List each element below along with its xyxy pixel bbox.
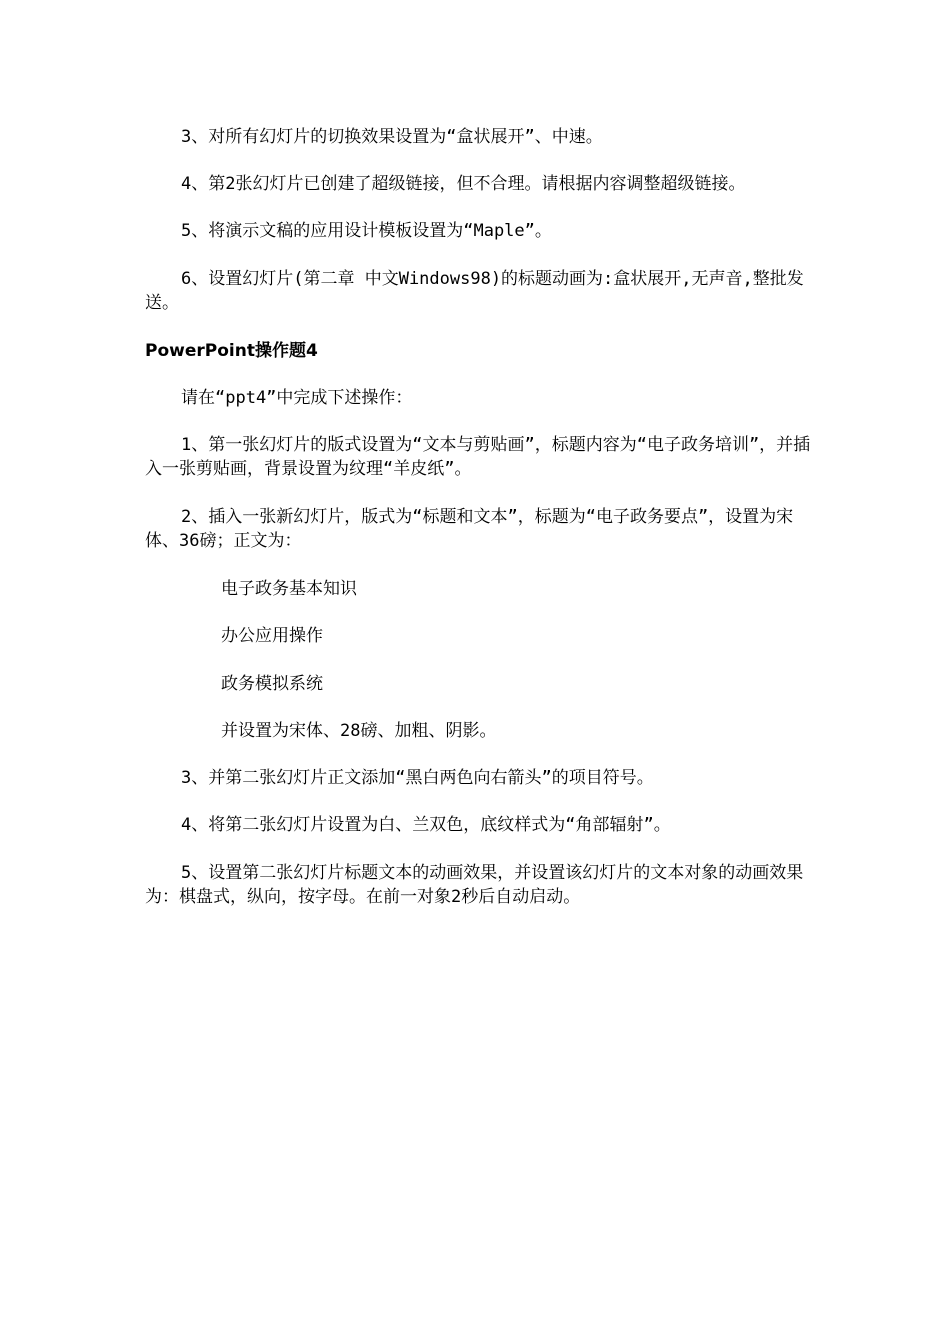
body-line-1: 电子政务基本知识 (221, 579, 357, 599)
prev-item-5: 5、将演示文稿的应用设计模板设置为“Maple”。 (181, 221, 552, 241)
ppt4-item-5: 5、设置第二张幻灯片标题文本的动画效果，并设置该幻灯片的文本对象的动画效果为：棋盘式，纵向，按字母。在前一对象2秒后自动启动。 (145, 863, 804, 907)
ppt4-item-4: 4、将第二张幻灯片设置为白、兰双色，底纹样式为“角部辐射”。 (181, 815, 671, 835)
section-intro: 请在“ppt4”中完成下述操作： (181, 388, 413, 408)
section-title: PowerPoint操作题4 (145, 341, 318, 361)
prev-item-3: 3、对所有幻灯片的切换效果设置为“盒状展开”、中速。 (181, 127, 603, 147)
body-line-2: 办公应用操作 (221, 626, 323, 646)
body-line-3: 政务模拟系统 (221, 674, 323, 694)
ppt4-item-1: 1、第一张幻灯片的版式设置为“文本与剪贴画”，标题内容为“电子政务培训”，并插入一张剪贴画，背景设置为纹理“羊皮纸”。 (145, 435, 811, 479)
ppt4-item-3: 3、并第二张幻灯片正文添加“黑白两色向右箭头”的项目符号。 (181, 768, 654, 788)
prev-item-4: 4、第2张幻灯片已创建了超级链接，但不合理。请根据内容调整超级链接。 (181, 174, 746, 194)
body-line-4: 并设置为宋体、28磅、加粗、阴影。 (221, 721, 497, 741)
ppt4-item-2: 2、插入一张新幻灯片，版式为“标题和文本”，标题为“电子政务要点”，设置为宋体、36磅；正文为： (145, 507, 794, 551)
prev-item-6: 6、设置幻灯片(第二章 中文Windows98)的标题动画为:盒状展开,无声音,整批发送。 (145, 269, 804, 313)
